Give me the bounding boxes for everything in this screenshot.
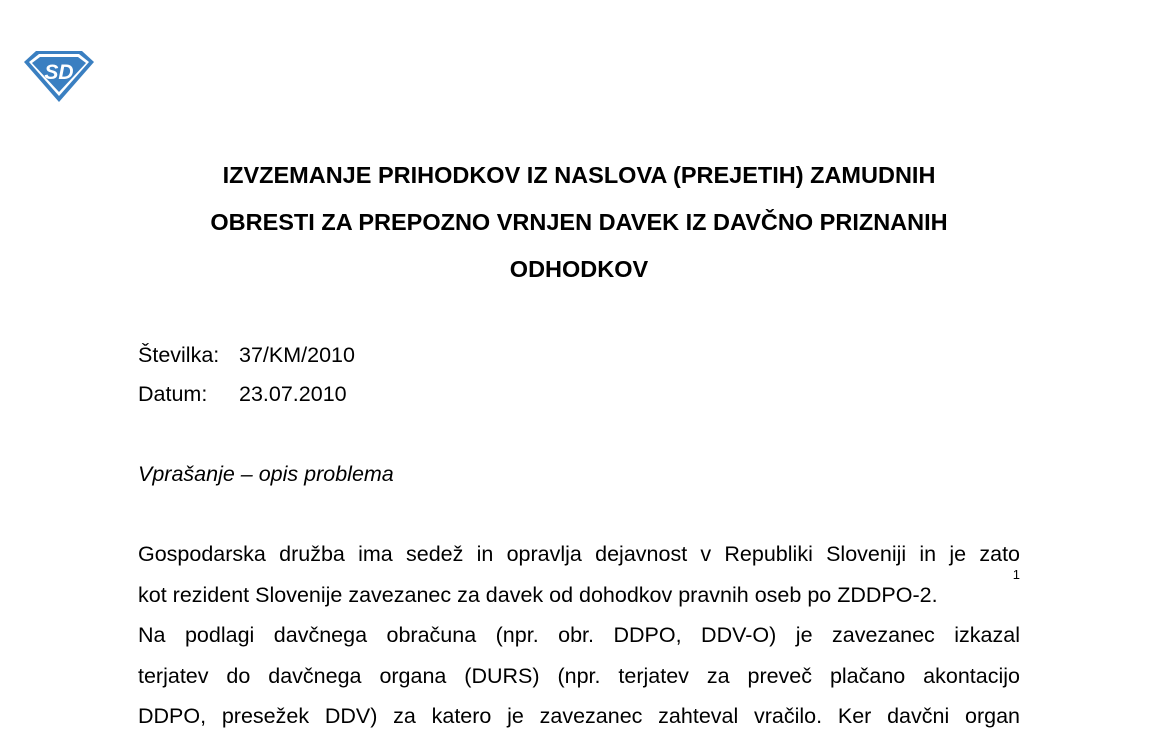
number-row <box>138 336 355 375</box>
body-line: Gospodarska družba ima sedež in opravlja dejavnost v Republiki Sloveniji in je zato <box>138 542 1020 566</box>
number-value: 37/KM/2010 <box>239 343 355 367</box>
sd-shield-logo-icon <box>22 48 96 104</box>
date-label: Datum: <box>138 382 208 406</box>
title-line: OBRESTI ZA PREPOZNO VRNJEN DAVEK IZ DAVČNO PRIZNANIH <box>210 209 948 235</box>
document-title <box>138 152 1020 293</box>
body-line-with-footnote <box>138 566 1020 616</box>
document-meta <box>138 336 355 414</box>
date-row <box>138 375 355 414</box>
logo-lettering: SD <box>44 61 74 84</box>
date-value: 23.07.2010 <box>239 382 347 406</box>
sd-logo <box>22 48 96 104</box>
footnote-reference[interactable]: 1 <box>1012 566 1020 582</box>
body-line-text: kot rezident Slovenije zavezanec za davek od dohodkov pravnih oseb po ZDDPO-2. <box>138 582 938 607</box>
section-heading: Vprašanje – opis problema <box>138 462 394 486</box>
body-line: DDPO, presežek DDV) za katero je zavezanec zahteval vračilo. Ker davčni organ <box>138 704 1020 728</box>
title-line: IZVZEMANJE PRIHODKOV IZ NASLOVA (PREJETIH) ZAMUDNIH <box>222 162 936 188</box>
title-line: ODHODKOV <box>509 256 649 282</box>
body-paragraph <box>138 534 1020 737</box>
body-line: Na podlagi davčnega obračuna (npr. obr. DDPO, DDV-O) je zavezanec izkazal <box>138 623 1020 647</box>
number-label: Številka: <box>138 343 220 367</box>
body-line: terjatev do davčnega organa (DURS) (npr. terjatev za preveč plačano akontacijo <box>138 663 1020 688</box>
